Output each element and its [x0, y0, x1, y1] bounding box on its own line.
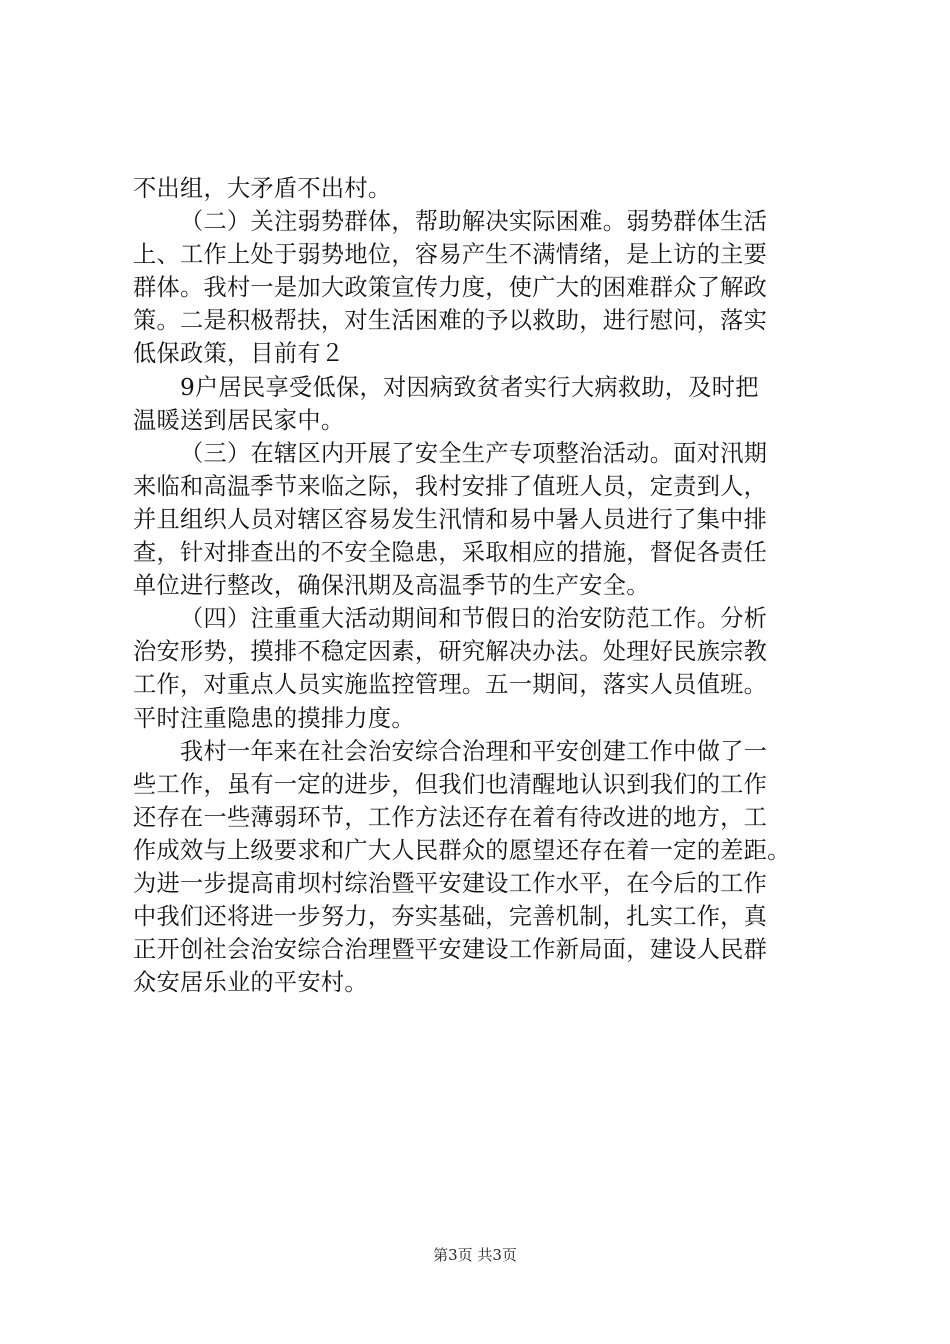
text-line: （三）在辖区内开展了安全生产专项整治活动。面对汛期: [180, 439, 768, 467]
text-line: （四）注重重大活动期间和节假日的治安防范工作。分析: [180, 605, 768, 633]
text-line: 9户居民享受低保，对因病致贫者实行大病救助，及时把: [180, 373, 759, 401]
text-line: 单位进行整改，确保汛期及高温季节的生产安全。: [133, 572, 650, 600]
text-line: 工作，对重点人员实施监控管理。五一期间，落实人员值班。: [133, 671, 768, 699]
text-line: 还存在一些薄弱环节，工作方法还存在着有待改进的地方，工: [133, 803, 768, 831]
text-line: 并且组织人员对辖区容易发生汛情和易中暑人员进行了集中排: [133, 505, 768, 533]
text-line: 不出组，大矛盾不出村。: [133, 175, 392, 202]
text-line: 正开创社会治安综合治理暨平安建设工作新局面，建设人民群: [133, 936, 768, 964]
body-text: [133, 172, 833, 999]
page-footer: 第3页 共3页: [433, 1246, 517, 1264]
text-line: 作成效与上级要求和广大人民群众的愿望还存在着一定的差距。: [133, 836, 791, 864]
text-line: 为进一步提高甫坝村综治暨平安建设工作水平，在今后的工作: [133, 869, 768, 897]
text-line: 些工作，虽有一定的进步，但我们也清醒地认识到我们的工作: [133, 770, 768, 798]
text-line: 来临和高温季节来临之际，我村安排了值班人员，定责到人，: [133, 472, 768, 500]
text-line: 策。二是积极帮扶，对生活困难的予以救助，进行慰问，落实: [133, 307, 768, 335]
text-line: 上、工作上处于弱势地位，容易产生不满情绪，是上访的主要: [133, 241, 768, 269]
text-line: 平时注重隐患的摸排力度。: [133, 704, 415, 732]
text-line: （二）关注弱势群体，帮助解决实际困难。弱势群体生活: [180, 208, 768, 236]
text-line: 低保政策，目前有２: [133, 340, 345, 368]
text-line: 众安居乐业的平安村。: [133, 969, 368, 997]
text-line: 群体。我村一是加大政策宣传力度，使广大的困难群众了解政: [133, 274, 768, 302]
text-line: 中我们还将进一步努力，夯实基础，完善机制，扎实工作，真: [133, 903, 768, 931]
text-line: 查，针对排查出的不安全隐患，采取相应的措施，督促各责任: [133, 539, 768, 567]
text-line: 我村一年来在社会治安综合治理和平安创建工作中做了一: [180, 737, 768, 765]
text-line: 温暖送到居民家中。: [133, 406, 345, 434]
text-line: 治安形势，摸排不稳定因素，研究解决办法。处理好民族宗教: [133, 638, 768, 666]
